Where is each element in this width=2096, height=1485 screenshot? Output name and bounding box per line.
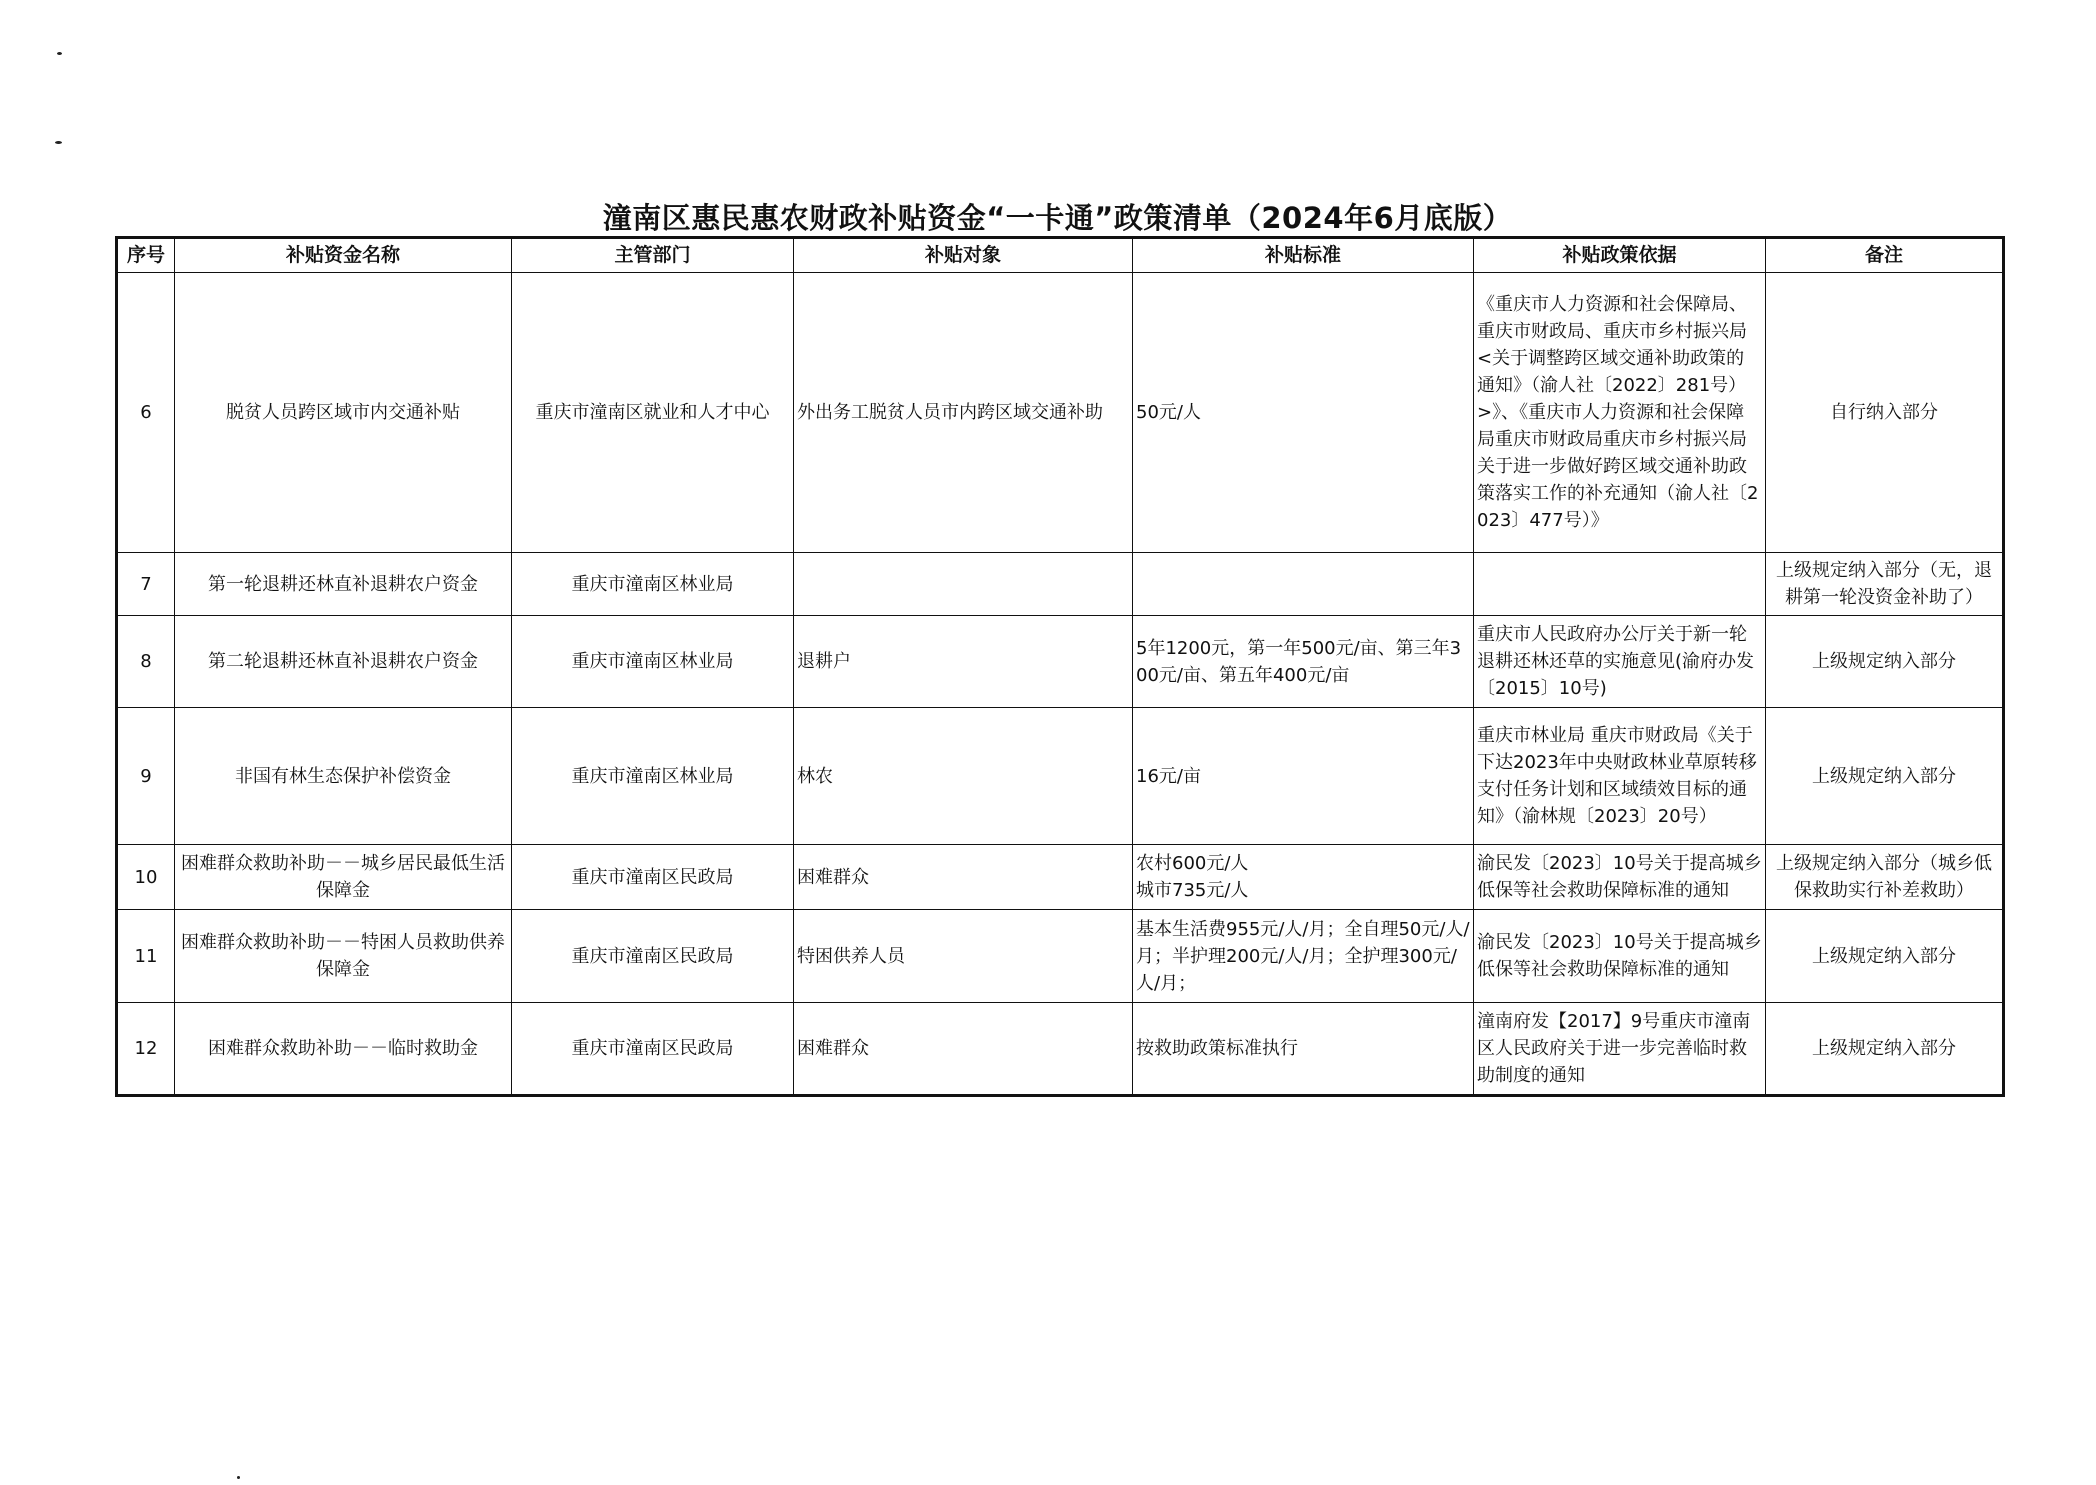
header-cell: 备注 (1766, 238, 2004, 273)
subsidy-standard: 按救助政策标准执行 (1133, 1003, 1474, 1096)
header-cell: 主管部门 (512, 238, 794, 273)
subsidy-target: 特困供养人员 (794, 910, 1133, 1003)
subsidy-standard: 5年1200元，第一年500元/亩、第三年300元/亩、第五年400元/亩 (1133, 616, 1474, 708)
subsidy-name: 脱贫人员跨区域市内交通补贴 (175, 273, 512, 553)
subsidy-name: 困难群众救助补助－－特困人员救助供养保障金 (175, 910, 512, 1003)
policy-basis: 重庆市人民政府办公厅关于新一轮退耕还林还草的实施意见(渝府办发〔2015〕10号) (1474, 616, 1766, 708)
header-cell: 补贴政策依据 (1474, 238, 1766, 273)
row-number: 9 (117, 708, 175, 845)
policy-basis: 《重庆市人力资源和社会保障局、重庆市财政局、重庆市乡村振兴局<关于调整跨区域交通补助政策的通知》（渝人社〔2022〕281号）>》、《重庆市人力资源和社会保障局重庆市财政局重庆市乡村振兴局关于进一步做好跨区域交通补助政策落实工作的补充通知（渝人社〔2023〕477号）》 (1474, 273, 1766, 553)
scan-speck (57, 52, 62, 55)
table-row (117, 273, 2004, 553)
subsidy-standard: 基本生活费955元/人/月；全自理50元/人/月；半护理200元/人/月；全护理300元/人/月； (1133, 910, 1474, 1003)
header-cell: 补贴资金名称 (175, 238, 512, 273)
remark: 上级规定纳入部分 (1766, 616, 2004, 708)
policy-basis: 渝民发〔2023〕10号关于提高城乡低保等社会救助保障标准的通知 (1474, 845, 1766, 910)
subsidy-standard: 50元/人 (1133, 273, 1474, 553)
table-row (117, 616, 2004, 708)
policy-basis: 渝民发〔2023〕10号关于提高城乡低保等社会救助保障标准的通知 (1474, 910, 1766, 1003)
subsidy-name: 第一轮退耕还林直补退耕农户资金 (175, 553, 512, 616)
remark: 上级规定纳入部分 (1766, 1003, 2004, 1096)
subsidy-standard: 农村600元/人 城市735元/人 (1133, 845, 1474, 910)
table-row (117, 845, 2004, 910)
subsidy-name: 困难群众救助补助－－城乡居民最低生活保障金 (175, 845, 512, 910)
subsidy-name: 困难群众救助补助－－临时救助金 (175, 1003, 512, 1096)
policy-basis (1474, 553, 1766, 616)
policy-basis: 重庆市林业局 重庆市财政局《关于下达2023年中央财政林业草原转移支付任务计划和区域绩效目标的通知》（渝林规〔2023〕20号） (1474, 708, 1766, 845)
subsidy-name: 非国有林生态保护补偿资金 (175, 708, 512, 845)
table-row (117, 1003, 2004, 1096)
remark: 上级规定纳入部分（城乡低保救助实行补差救助） (1766, 845, 2004, 910)
row-number: 12 (117, 1003, 175, 1096)
scan-speck (237, 1476, 240, 1479)
department: 重庆市潼南区林业局 (512, 708, 794, 845)
subsidy-target: 外出务工脱贫人员市内跨区域交通补助 (794, 273, 1133, 553)
document-title: 潼南区惠民惠农财政补贴资金“一卡通”政策清单（2024年6月底版） (602, 201, 1513, 235)
subsidy-standard: 16元/亩 (1133, 708, 1474, 845)
subsidy-target: 困难群众 (794, 845, 1133, 910)
table-row (117, 708, 2004, 845)
policy-basis: 潼南府发【2017】9号重庆市潼南区人民政府关于进一步完善临时救助制度的通知 (1474, 1003, 1766, 1096)
header-cell: 补贴对象 (794, 238, 1133, 273)
row-number: 7 (117, 553, 175, 616)
subsidy-target (794, 553, 1133, 616)
department: 重庆市潼南区民政局 (512, 845, 794, 910)
department: 重庆市潼南区林业局 (512, 616, 794, 708)
row-number: 10 (117, 845, 175, 910)
subsidy-target: 退耕户 (794, 616, 1133, 708)
row-number: 6 (117, 273, 175, 553)
remark: 自行纳入部分 (1766, 273, 2004, 553)
department: 重庆市潼南区民政局 (512, 910, 794, 1003)
row-number: 8 (117, 616, 175, 708)
policy-table (115, 236, 2005, 1097)
header-cell: 补贴标准 (1133, 238, 1474, 273)
department: 重庆市潼南区林业局 (512, 553, 794, 616)
remark: 上级规定纳入部分 (1766, 910, 2004, 1003)
subsidy-target: 困难群众 (794, 1003, 1133, 1096)
subsidy-target: 林农 (794, 708, 1133, 845)
row-number: 11 (117, 910, 175, 1003)
table-row (117, 910, 2004, 1003)
header-cell: 序号 (117, 238, 175, 273)
department: 重庆市潼南区就业和人才中心 (512, 273, 794, 553)
table-header-row (117, 238, 2004, 273)
department: 重庆市潼南区民政局 (512, 1003, 794, 1096)
scan-speck (55, 141, 62, 144)
remark: 上级规定纳入部分 (1766, 708, 2004, 845)
subsidy-standard (1133, 553, 1474, 616)
table-row (117, 553, 2004, 616)
subsidy-name: 第二轮退耕还林直补退耕农户资金 (175, 616, 512, 708)
remark: 上级规定纳入部分（无，退耕第一轮没资金补助了） (1766, 553, 2004, 616)
